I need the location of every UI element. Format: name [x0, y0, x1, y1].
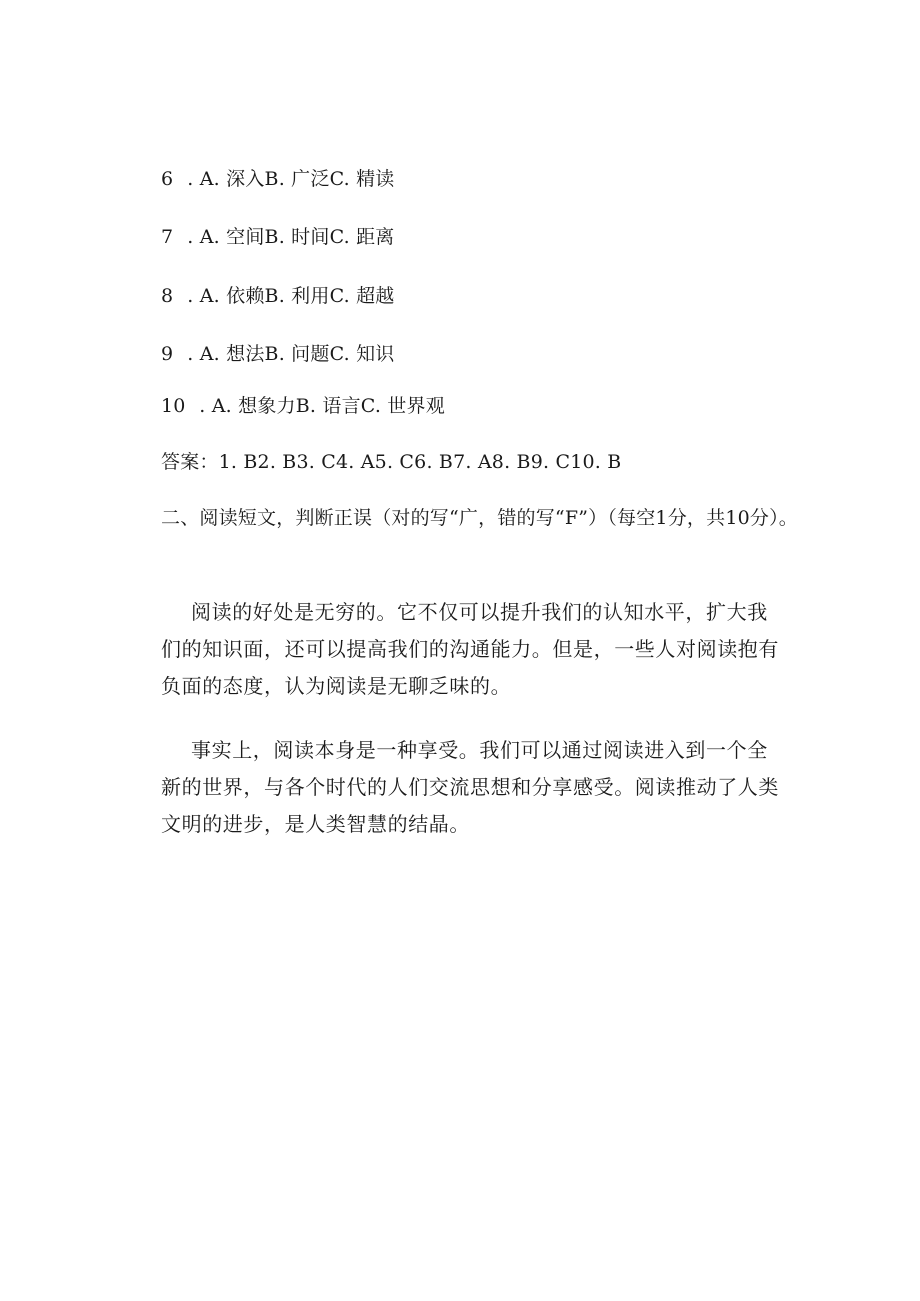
- question-6-options: [161, 167, 395, 191]
- reading-paragraph-1: 阅读的好处是无穷的。它不仅可以提升我们的认知水平，扩大我们的知识面，还可以提高我们的沟通能力。但是，一些人对阅读抱有负面的态度，认为阅读是无聊乏味的。: [161, 600, 779, 698]
- question-options-text: . A. 深入B. 广泛C. 精读: [187, 168, 395, 190]
- question-options-text: . A. 空间B. 时间C. 距离: [187, 226, 395, 248]
- question-options-text: . A. 想象力B. 语言C. 世界观: [199, 395, 445, 417]
- question-number: 6: [161, 168, 174, 190]
- question-number: 8: [161, 285, 174, 307]
- question-7-options: [161, 225, 395, 249]
- answer-key: 答案：1. B2. B3. C4. A5. C6. B7. A8. B9. C10. B: [161, 451, 622, 473]
- question-number: 9: [161, 343, 174, 365]
- section-2-heading: 二、阅读短文，判断正误（对的写“广，错的写“F”）（每空1分，共10分）。: [161, 507, 798, 529]
- question-number: 10: [161, 395, 186, 417]
- question-number: 7: [161, 226, 174, 248]
- question-9-options: [161, 342, 395, 366]
- question-options-text: . A. 依赖B. 利用C. 超越: [187, 285, 395, 307]
- question-options-text: . A. 想法B. 问题C. 知识: [187, 343, 395, 365]
- reading-paragraph-2: 事实上，阅读本身是一种享受。我们可以通过阅读进入到一个全新的世界，与各个时代的人们交流思想和分享感受。阅读推动了人类文明的进步，是人类智慧的结晶。: [161, 738, 779, 836]
- question-10-options: [161, 394, 445, 418]
- question-8-options: [161, 284, 395, 308]
